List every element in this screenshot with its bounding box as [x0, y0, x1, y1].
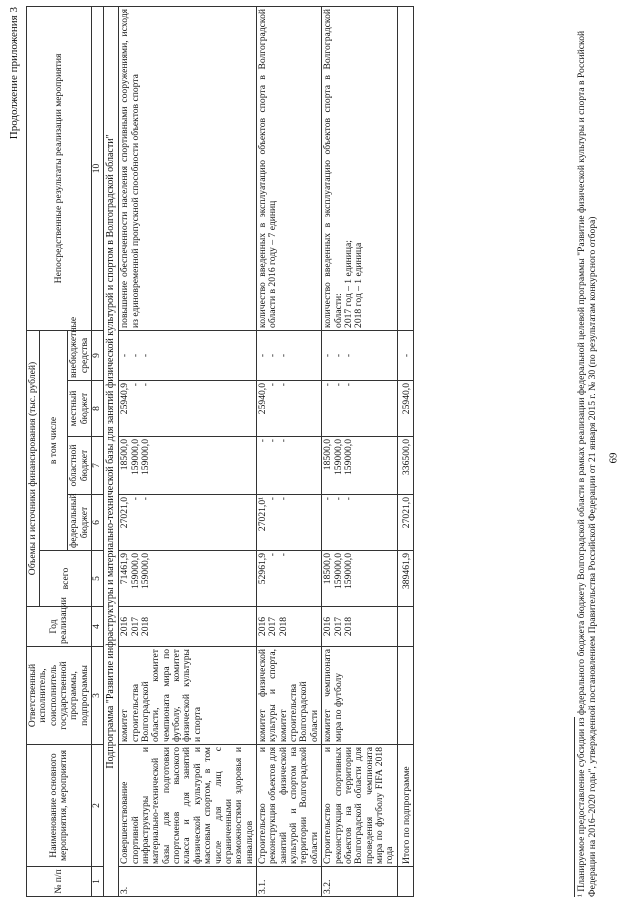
financing-table [26, 6, 414, 897]
federal-amount: 27021,0¹ - - [256, 495, 321, 551]
regional-amount: 18500,0 159000,0 159000,0 [119, 437, 257, 495]
row-number: 3.1. [256, 867, 321, 897]
total-amount: 52961,9 - - [256, 551, 321, 607]
column-number: 9 [92, 330, 103, 380]
regional-amount: - - - [256, 437, 321, 495]
grand-local: 25940,0 [397, 381, 413, 437]
executor: комитет чемпионата мира по футболу [322, 647, 398, 745]
header-result: Непосредственные результаты реализации мероприятия [27, 6, 92, 330]
header-no: № п/п [27, 867, 92, 897]
total-label: Итого по подпрограмме [397, 745, 413, 867]
measure-name: Строительство и реконструкция объектов для занятий физической культурой и спортом на территории Волгоградской области [256, 745, 321, 867]
measure-name: Строительство и реконструкция спортивных объектов на территории Волгоградской области для проведения чемпионата мира по футболу FIFA 2018 года [322, 745, 398, 867]
header-total: всего [40, 551, 92, 607]
row-number: 3.2. [322, 867, 398, 897]
rotated-sheet [8, 7, 633, 897]
column-number: 4 [92, 607, 103, 647]
grand-federal: 27021,0 [397, 495, 413, 551]
extrabudget-amount: - - - [256, 330, 321, 380]
executor: комитет физической культуры и спорта, комитет строительства Волгоградской области [256, 647, 321, 745]
extrabudget-amount: - - - [322, 330, 398, 380]
header-local: местный бюджет [68, 381, 92, 437]
header-extrabudget: внебюджетные средства [68, 330, 92, 380]
column-numbers-row [92, 6, 103, 896]
regional-amount: 18500,0 159000,0 159000,0 [322, 437, 398, 495]
subprogram-title: Подпрограмма "Развитие инфраструктуры и материально-технической базы для занятий физической культурой и спортом в Волгоградской области" [103, 6, 119, 896]
empty-cell [397, 6, 413, 330]
continuation-label: Продолжение приложения 3 [8, 7, 20, 140]
column-number: 7 [92, 437, 103, 495]
row-number: 3. [119, 867, 257, 897]
federal-amount: - - - [322, 495, 398, 551]
measure-name: Совершенствование спортивной инфраструктуры и материально-технической базы для подготовки спортсменов высокого класса и для занятий физической культурой и массовым спортом, в том числе для лиц с ограниченными возможностями здоровья и инвалидов [119, 745, 257, 867]
federal-amount: 27021,0 - - [119, 495, 257, 551]
total-amount: 18500,0 159000,0 159000,0 [322, 551, 398, 607]
footnote-rule [574, 717, 575, 897]
table-row [322, 6, 398, 896]
header-year: Год реализации [27, 607, 92, 647]
extrabudget-amount: - - - [119, 330, 257, 380]
years: 2016 2017 2018 [256, 607, 321, 647]
total-amount: 71461,9 159000,0 159000,0 [119, 551, 257, 607]
header-row [27, 6, 40, 896]
local-amount: 25940,0 - - [256, 381, 321, 437]
column-number: 8 [92, 381, 103, 437]
expected-result: количество введенных в эксплуатацию объектов спорта в Волгоградской области: 2017 год – 1 единица; 2018 год – 1 единица [322, 6, 398, 330]
column-number: 10 [92, 6, 103, 330]
footnote [574, 7, 598, 897]
table-row [256, 6, 321, 896]
column-number: 1 [92, 867, 103, 897]
header-financing-group: Объемы и источники финансирования (тыс. рублей) [27, 330, 40, 606]
empty-cell [397, 867, 413, 897]
table-row [119, 6, 257, 896]
column-number: 2 [92, 745, 103, 867]
expected-result: количество введенных в эксплуатацию объектов спорта в Волгоградской области в 2016 году – 7 единиц [256, 6, 321, 330]
footnote-text: ¹ Планируемое предоставление субсидии из федерального бюджета бюджету Волгоградской области в рамках реализации федеральной целевой программы "Развитие физической культуры и спорта в Российской Федерации на 2016–2020 годы", утвержденной постановлением Правительства Российской Федерации от 21 января 2015 г. № 30 (по результатам конкурсного отбора) [576, 30, 598, 897]
empty-cell [397, 607, 413, 647]
header-name: Наименование основного мероприятия, мероприятия [27, 745, 92, 867]
subprogram-title-row [103, 6, 119, 896]
expected-result: повышение обеспеченности населения спортивными сооружениями, исходя из единовременной пропускной способности объектов спорта [119, 6, 257, 330]
column-number: 6 [92, 495, 103, 551]
executor: комитет строительства Волгоградской области, комитет чемпионата мира по футболу, комитет физической культуры и спорта [119, 647, 257, 745]
header-including: в том числе [40, 330, 68, 550]
total-row [397, 6, 413, 896]
header-regional: областной бюджет [68, 437, 92, 495]
years: 2016 2017 2018 [322, 607, 398, 647]
local-amount: - - - [322, 381, 398, 437]
column-number: 5 [92, 551, 103, 607]
grand-extrabudget: - [397, 330, 413, 380]
empty-cell [397, 647, 413, 745]
column-number: 3 [92, 647, 103, 745]
page-number: 69 [607, 452, 620, 464]
grand-regional: 336500,0 [397, 437, 413, 495]
years: 2016 2017 2018 [119, 607, 257, 647]
header-executor: Ответственный исполнитель, соисполнитель государственной программы, подпрограммы [27, 647, 92, 745]
local-amount: 25940,9 - - [119, 381, 257, 437]
header-federal: федеральный бюджет [68, 495, 92, 551]
grand-total: 389461,9 [397, 551, 413, 607]
